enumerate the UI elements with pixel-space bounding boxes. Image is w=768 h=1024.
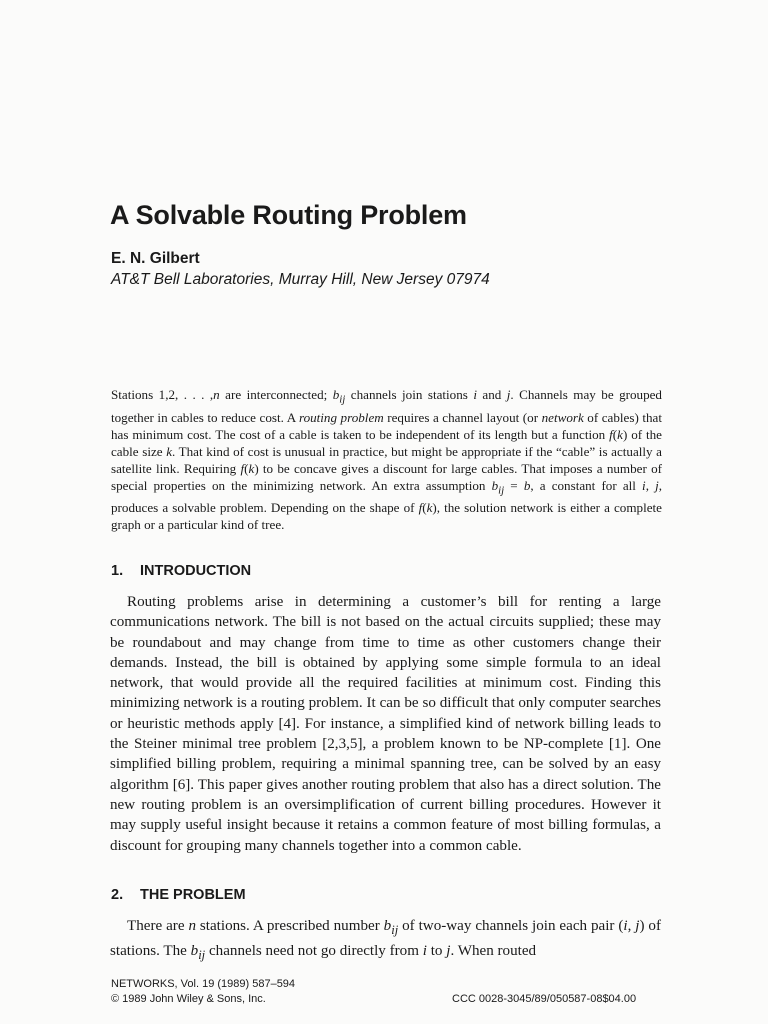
section-heading-the-problem bbox=[111, 887, 246, 903]
section-title: INTRODUCTION bbox=[140, 563, 252, 579]
footer-ccc-code: CCC 0028-3045/89/050587-08$04.00 bbox=[452, 993, 637, 1005]
section-title: THE PROBLEM bbox=[140, 887, 246, 903]
paper-title: A Solvable Routing Problem bbox=[110, 200, 467, 230]
footer-copyright: © 1989 John Wiley & Sons, Inc. bbox=[111, 993, 266, 1005]
author-name: E. N. Gilbert bbox=[111, 250, 200, 267]
problem-paragraph: There are n stations. A prescribed number $b_{ij}$ of two-way channels join each pair (i, j) of stations. The $b_{ij}$ channels need not go directly from i to j. When routed bbox=[110, 918, 662, 963]
footer-journal-citation: NETWORKS, Vol. 19 (1989) 587–594 bbox=[111, 978, 296, 990]
abstract: Stations 1,2, . . . ,n are interconnected; $b_{ij}$ channels join stations i and j. Channels may be grouped together in cables to reduce cost. A routing problem requires a channel layout (or network of cables) that has minimum cost. The cost of a cable is taken to be independent of its length but a function f(k) of the cable size k. That kind of cost is unusual in practice, but might be appropriate if the “cable” is actually a satellite link. Requiring f(k) to be concave gives a discount for large cables. That imposes a number of special properties on the minimizing network. An extra assumption $b_{ij} = b$, a constant for all i, j, produces a solvable problem. Depending on the shape of f(k), the solution network is either a complete graph or a particular kind of tree. bbox=[111, 387, 663, 533]
section-heading-introduction bbox=[111, 563, 251, 579]
author-affiliation: AT&T Bell Laboratories, Murray Hill, New Jersey 07974 bbox=[111, 271, 490, 288]
section-number: 1. bbox=[111, 563, 124, 579]
section-number: 2. bbox=[111, 887, 124, 903]
introduction-paragraph: Routing problems arise in determining a customer’s bill for renting a large communications network. The bill is not based on the actual circuits supplied; these may be roundabout and may change from time to time as other customers change their demands. Instead, the bill is obtained by applying some simple formula to an ideal network, that would provide all the required facilities at minimum cost. Finding this minimizing network is a routing problem. It can be so difficult that only computer searches or heuristic methods apply [4]. For instance, a simplified kind of network billing leads to the Steiner minimal tree problem [2,3,5], a problem known to be NP-complete [1]. One simplified billing problem, requiring a minimal spanning tree, can be solved by an easy algorithm [6]. This paper gives another routing problem that also has a direct solution. The new routing problem is an oversimplification of current billing procedures. However it may supply useful insight because it retains a common feature of most billing formulas, a discount for grouping many channels together into a common cable. bbox=[110, 594, 661, 854]
